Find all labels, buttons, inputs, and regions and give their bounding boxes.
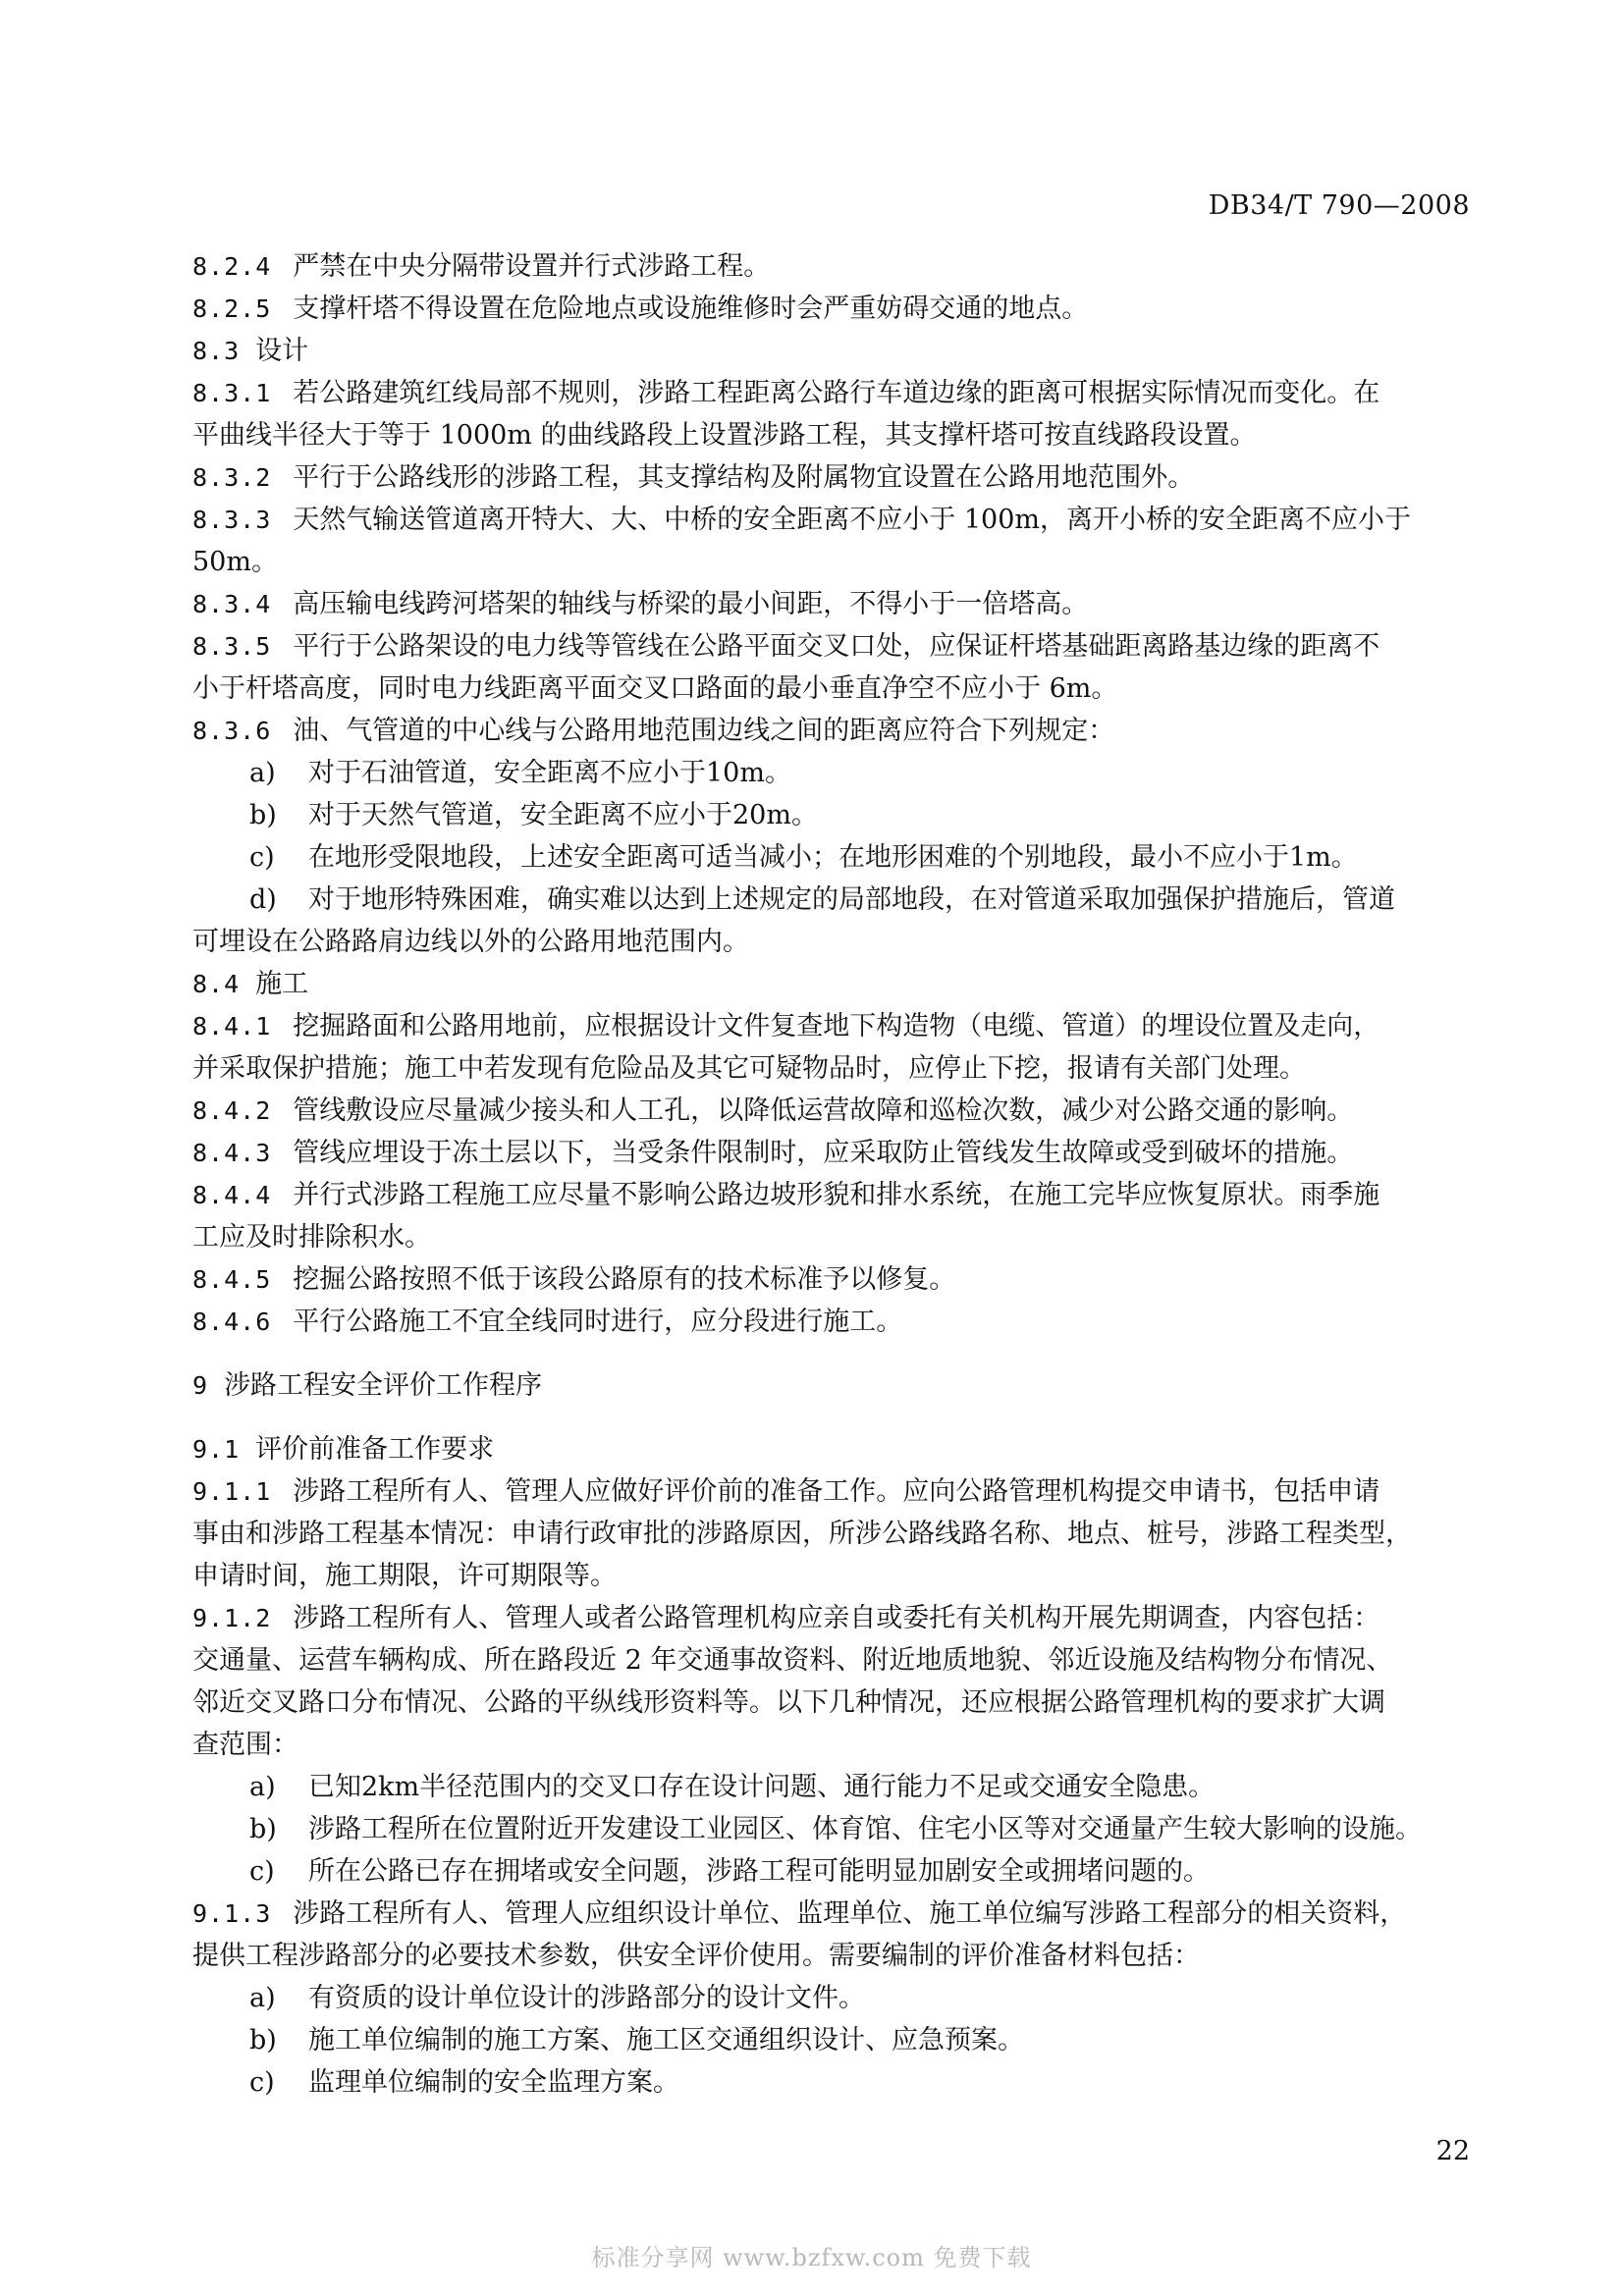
clause-number: 9.1 bbox=[192, 1435, 241, 1464]
clause-line bbox=[192, 583, 1455, 625]
list-item bbox=[192, 1977, 1455, 2019]
clause-line bbox=[192, 1258, 1455, 1301]
clause-number: 8.4.6 bbox=[192, 1308, 272, 1336]
list-item-text: 对于地形特殊困难，确实难以达到上述规定的局部地段，在对管道采取加强保护措施后，管道 bbox=[308, 884, 1395, 915]
list-item-label: c) bbox=[249, 1856, 275, 1887]
list-item bbox=[192, 1808, 1455, 1850]
list-item-text: 对于天然气管道，安全距离不应小于20m。 bbox=[308, 800, 818, 830]
clause-text: 挖掘公路按照不低于该段公路原有的技术标准予以修复。 bbox=[293, 1264, 956, 1295]
continuation-line: 并采取保护措施；施工中若发现有危险品及其它可疑物品时，应停止下挖，报请有关部门处理。 bbox=[192, 1053, 1306, 1084]
continuation-line: 事由和涉路工程基本情况：申请行政审批的涉路原因，所涉公路线路名称、地点、桩号，涉路工程类型， bbox=[192, 1519, 1412, 1549]
standard-code: DB34/T 790—2008 bbox=[1208, 190, 1470, 221]
clause-number: 8.3.2 bbox=[192, 463, 272, 492]
clause-text: 高压输电线跨河塔架的轴线与桥梁的最小间距，不得小于一倍塔高。 bbox=[293, 589, 1089, 619]
section-heading bbox=[192, 963, 1455, 1005]
list-item bbox=[192, 2019, 1455, 2061]
list-item-text: 已知2km半径范围内的交叉口存在设计问题、通行能力不足或交通安全隐患。 bbox=[308, 1772, 1216, 1802]
clause-number: 9.1.1 bbox=[192, 1477, 272, 1506]
clause-text: 平行公路施工不宜全线同时进行，应分段进行施工。 bbox=[293, 1307, 903, 1337]
continuation-line: 申请时间，施工期限，许可期限等。 bbox=[192, 1561, 617, 1591]
continuation-line: 提供工程涉路部分的必要技术参数，供安全评价使用。需要编制的评价准备材料包括： bbox=[192, 1941, 1200, 1971]
clause-number: 8.4.4 bbox=[192, 1181, 272, 1209]
clause-line bbox=[192, 1893, 1455, 1935]
clause-number: 9.1.2 bbox=[192, 1604, 272, 1632]
continuation-line: 交通量、运营车辆构成、所在路段近 2 年交通事故资料、附近地质地貌、邻近设施及结构物分布情况、 bbox=[192, 1645, 1393, 1676]
document-body bbox=[192, 245, 1455, 2104]
clause-text: 评价前准备工作要求 bbox=[255, 1434, 495, 1465]
list-item-text: 监理单位编制的安全监理方案。 bbox=[308, 2067, 679, 2098]
clause-text: 挖掘路面和公路用地前，应根据设计文件复查地下构造物（电缆、管道）的埋设位置及走向， bbox=[293, 1011, 1380, 1041]
clause-text: 涉路工程所有人、管理人应组织设计单位、监理单位、施工单位编写涉路工程部分的相关资料， bbox=[293, 1898, 1407, 1929]
clause-text: 油、气管道的中心线与公路用地范围边线之间的距离应符合下列规定： bbox=[293, 716, 1115, 746]
clause-line bbox=[192, 1597, 1455, 1639]
continuation-line: 查范围： bbox=[192, 1730, 298, 1760]
list-item bbox=[192, 879, 1455, 921]
list-item-label: b) bbox=[249, 1814, 277, 1844]
continuation-line: 可埋设在公路路肩边线以外的公路用地范围内。 bbox=[192, 927, 749, 957]
list-item-label: c) bbox=[249, 842, 275, 873]
clause-text: 设计 bbox=[255, 336, 309, 366]
clause-line bbox=[192, 499, 1455, 541]
clause-number: 8.3.5 bbox=[192, 632, 272, 661]
list-item-label: a) bbox=[249, 1983, 276, 2013]
list-item-label: b) bbox=[249, 800, 277, 830]
clause-line bbox=[192, 288, 1455, 330]
clause-text: 管线应埋设于冻土层以下，当受条件限制时，应采取防止管线发生故障或受到破坏的措施。 bbox=[293, 1138, 1354, 1168]
clause-number: 8.3.4 bbox=[192, 590, 272, 618]
list-item-text: 有资质的设计单位设计的涉路部分的设计文件。 bbox=[308, 1983, 865, 2013]
clause-number: 8.3.3 bbox=[192, 506, 272, 534]
clause-line bbox=[192, 1470, 1455, 1513]
clause-text: 平行于公路架设的电力线等管线在公路平面交叉口处，应保证杆塔基础距离路基边缘的距离不 bbox=[293, 631, 1380, 662]
list-item bbox=[192, 1850, 1455, 1893]
clause-text: 管线敷设应尽量减少接头和人工孔，以降低运营故障和巡检次数，减少对公路交通的影响。 bbox=[293, 1095, 1354, 1126]
clause-number: 9.1.3 bbox=[192, 1899, 272, 1928]
clause-line bbox=[192, 1090, 1455, 1132]
page-number: 22 bbox=[1435, 2136, 1470, 2166]
list-item-label: b) bbox=[249, 2025, 277, 2056]
clause-line bbox=[192, 456, 1455, 499]
continuation-line: 工应及时排除积水。 bbox=[192, 1222, 431, 1253]
clause-number: 8.4.3 bbox=[192, 1139, 272, 1167]
list-item-label: a) bbox=[249, 758, 276, 788]
clause-line bbox=[192, 372, 1455, 414]
list-item-text: 涉路工程所在位置附近开发建设工业园区、体育馆、住宅小区等对交通量产生较大影响的设施。 bbox=[308, 1814, 1422, 1844]
clause-text: 天然气输送管道离开特大、大、中桥的安全距离不应小于 100m，离开小桥的安全距离不应小于 bbox=[293, 505, 1411, 535]
watermark: 标准分享网 www.bzfxw.com 免费下载 bbox=[591, 2244, 1032, 2271]
clause-number: 8.4.5 bbox=[192, 1265, 272, 1294]
clause-number: 8.3 bbox=[192, 337, 241, 365]
continuation-line: 小于杆塔高度，同时电力线距离平面交叉口路面的最小垂直净空不应小于 6m。 bbox=[192, 673, 1118, 704]
section-heading bbox=[192, 1428, 1455, 1470]
clause-line bbox=[192, 1174, 1455, 1216]
continuation-line: 平曲线半径大于等于 1000m 的曲线路段上设置涉路工程，其支撑杆塔可按直线路段设置。 bbox=[192, 420, 1257, 451]
list-item bbox=[192, 1766, 1455, 1808]
clause-text: 施工 bbox=[255, 969, 309, 999]
clause-number: 9 bbox=[192, 1371, 209, 1400]
clause-number: 8.4.1 bbox=[192, 1012, 272, 1041]
chapter-heading bbox=[192, 1364, 1455, 1407]
clause-number: 8.3.6 bbox=[192, 717, 272, 745]
clause-number: 8.2.5 bbox=[192, 294, 272, 323]
clause-line bbox=[192, 1301, 1455, 1343]
clause-line bbox=[192, 1132, 1455, 1174]
list-item-text: 施工单位编制的施工方案、施工区交通组织设计、应急预案。 bbox=[308, 2025, 1024, 2056]
clause-text: 涉路工程安全评价工作程序 bbox=[224, 1370, 543, 1401]
clause-number: 8.2.4 bbox=[192, 252, 272, 281]
list-item-label: a) bbox=[249, 1772, 276, 1802]
clause-text: 严禁在中央分隔带设置并行式涉路工程。 bbox=[293, 251, 771, 282]
clause-text: 涉路工程所有人、管理人应做好评价前的准备工作。应向公路管理机构提交申请书，包括申请 bbox=[293, 1476, 1380, 1507]
list-item-text: 对于石油管道，安全距离不应小于10m。 bbox=[308, 758, 791, 788]
list-item-text: 在地形受限地段，上述安全距离可适当减小；在地形困难的个别地段，最小不应小于1m。 bbox=[308, 842, 1358, 873]
clause-line bbox=[192, 625, 1455, 667]
clause-line bbox=[192, 245, 1455, 288]
list-item-label: d) bbox=[249, 884, 277, 915]
list-item bbox=[192, 836, 1455, 879]
clause-number: 8.4 bbox=[192, 970, 241, 998]
continuation-line: 邻近交叉路口分布情况、公路的平纵线形资料等。以下几种情况，还应根据公路管理机构的要求扩大调 bbox=[192, 1687, 1385, 1718]
list-item bbox=[192, 2061, 1455, 2104]
clause-number: 8.3.1 bbox=[192, 379, 272, 407]
clause-text: 并行式涉路工程施工应尽量不影响公路边坡形貌和排水系统，在施工完毕应恢复原状。雨季施 bbox=[293, 1180, 1380, 1210]
list-item-label: c) bbox=[249, 2067, 275, 2098]
list-item bbox=[192, 794, 1455, 836]
clause-text: 平行于公路线形的涉路工程，其支撑结构及附属物宜设置在公路用地范围外。 bbox=[293, 462, 1195, 493]
continuation-line: 50m。 bbox=[192, 547, 278, 577]
clause-text: 支撑杆塔不得设置在危险地点或设施维修时会严重妨碍交通的地点。 bbox=[293, 294, 1089, 324]
clause-line bbox=[192, 1005, 1455, 1047]
section-heading bbox=[192, 330, 1455, 372]
list-item-text: 所在公路已存在拥堵或安全问题，涉路工程可能明显加剧安全或拥堵问题的。 bbox=[308, 1856, 1210, 1887]
clause-text: 涉路工程所有人、管理人或者公路管理机构应亲自或委托有关机构开展先期调查，内容包括： bbox=[293, 1603, 1380, 1633]
clause-text: 若公路建筑红线局部不规则，涉路工程距离公路行车道边缘的距离可根据实际情况而变化。在 bbox=[293, 378, 1380, 408]
clause-line bbox=[192, 710, 1455, 752]
clause-number: 8.4.2 bbox=[192, 1096, 272, 1125]
list-item bbox=[192, 752, 1455, 794]
